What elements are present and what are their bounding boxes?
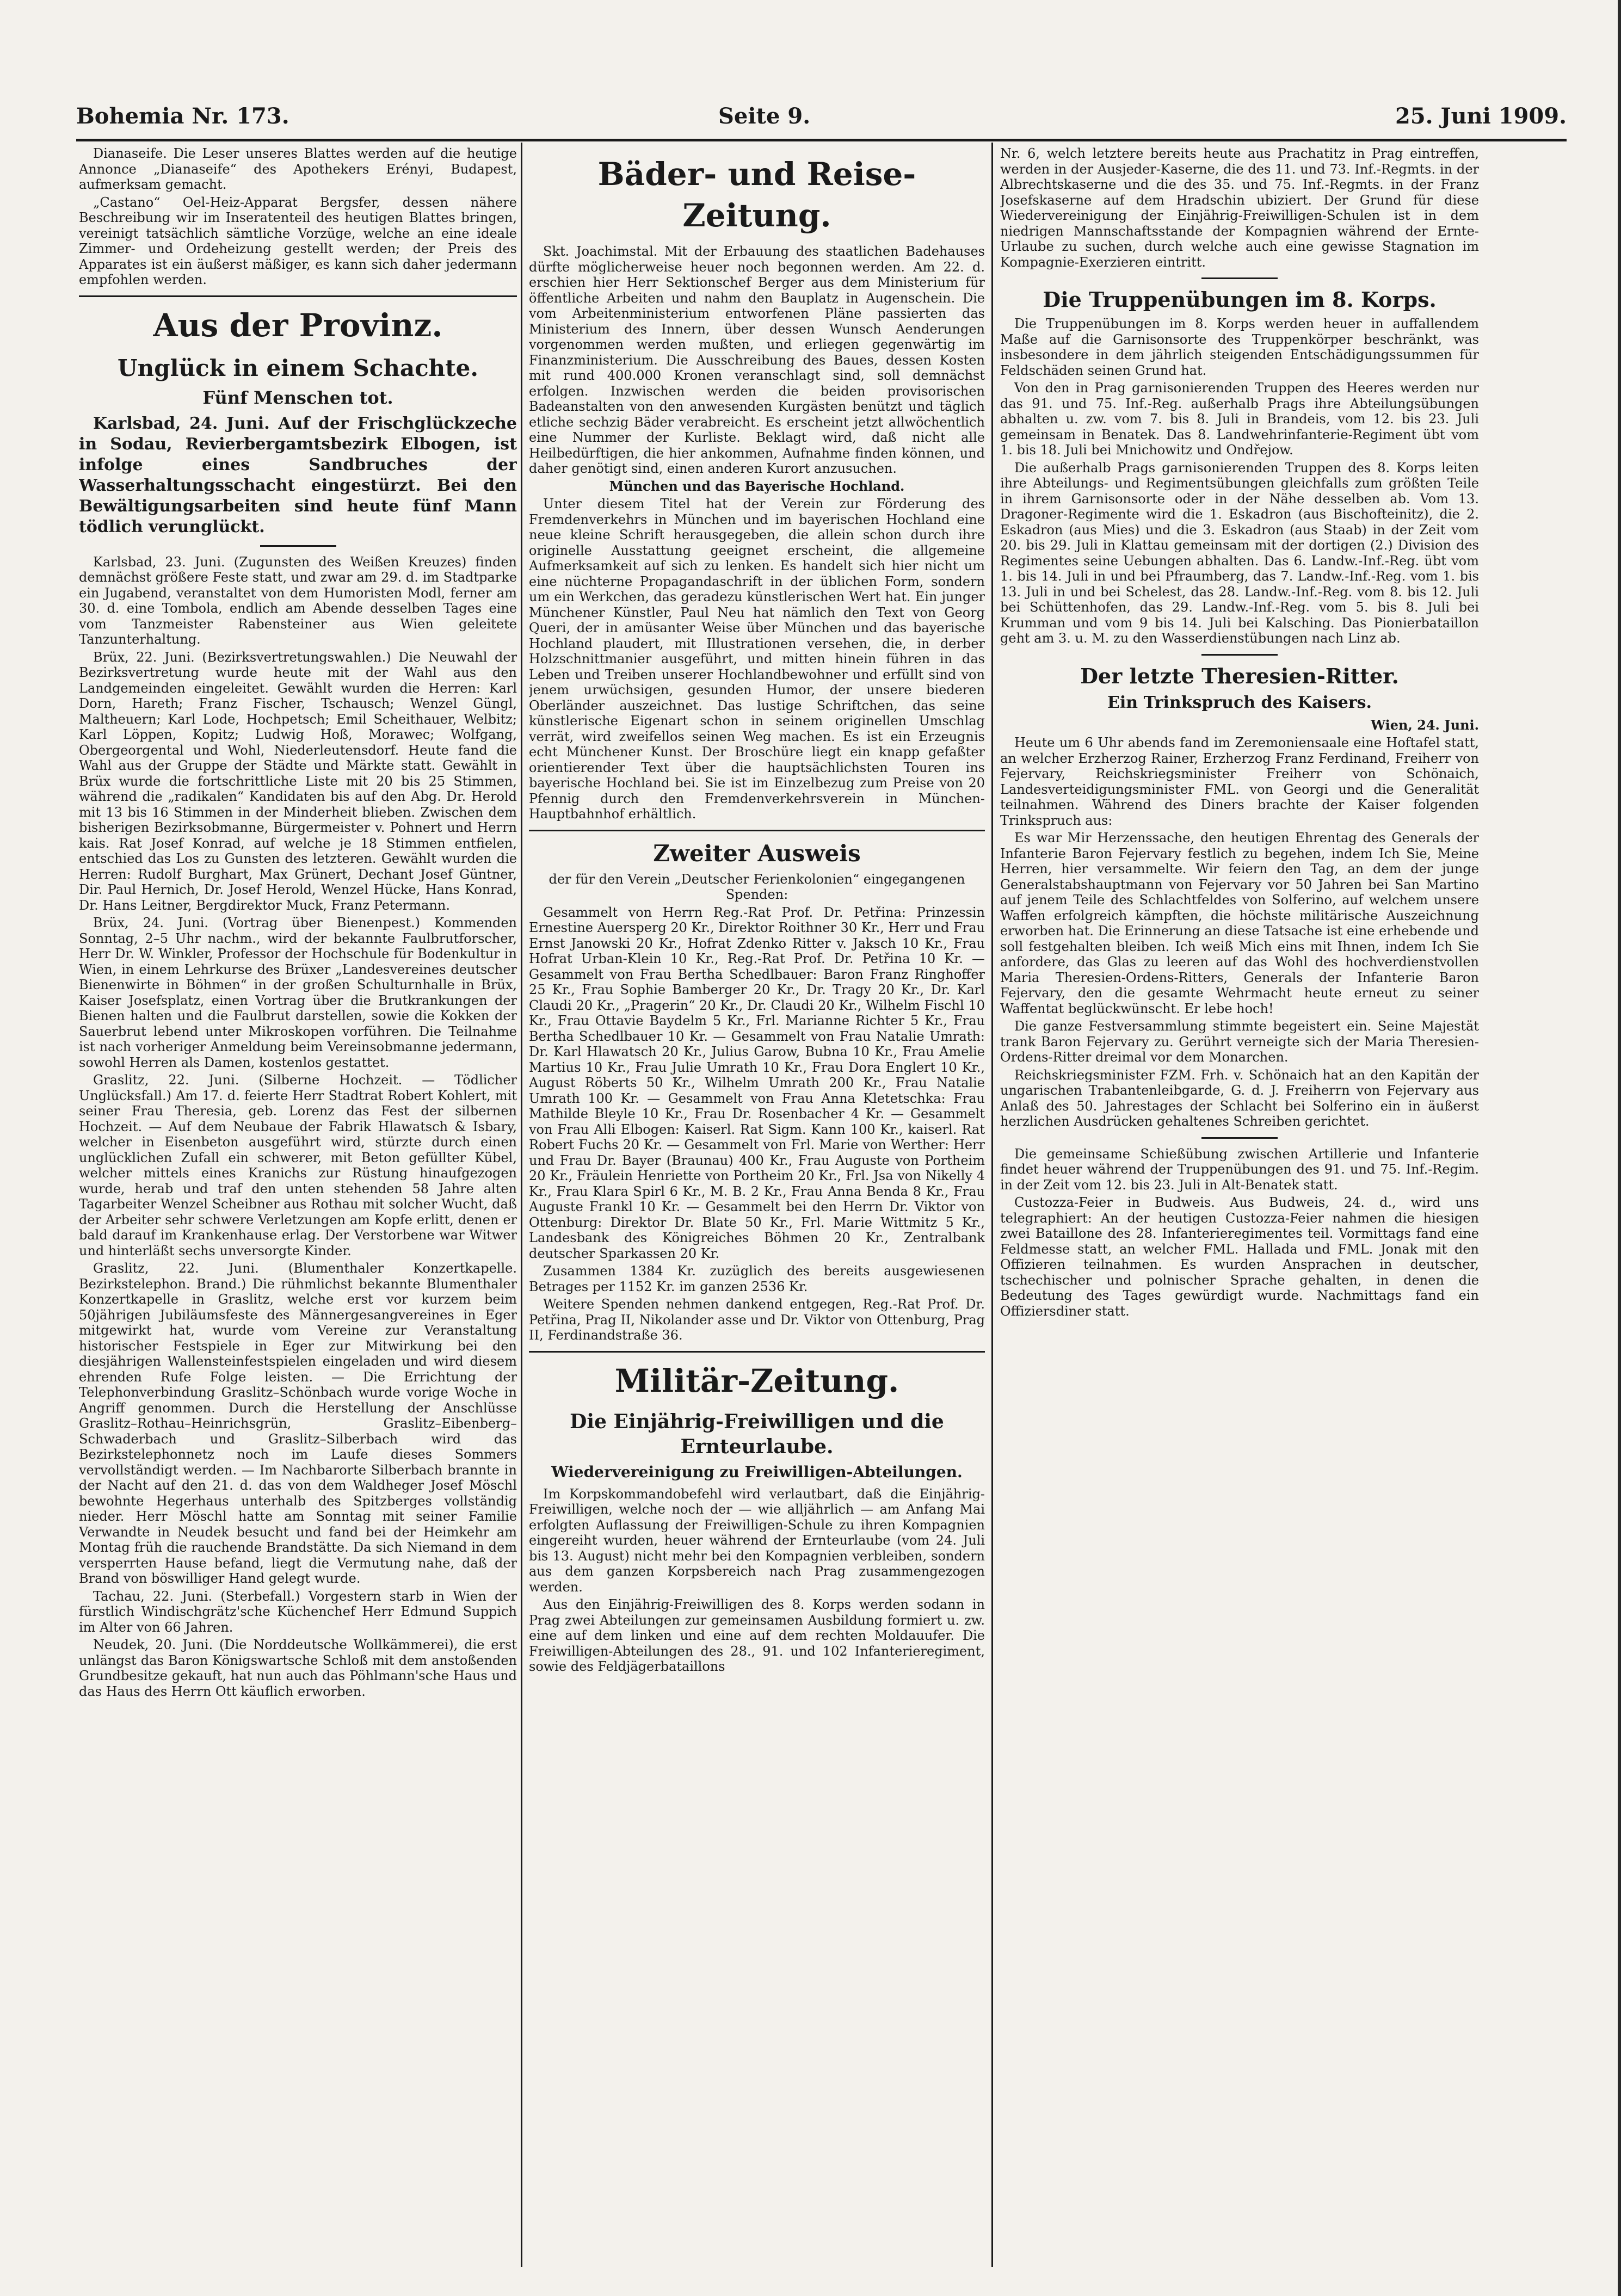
truppenuebungen-p3: Die außerhalb Prags garnisonierenden Truppen des 8. Korps leiten ihre Abteilungs- und Regimentsübungen gleichfalls zum größten Teile in ihrem Garnisonsorte oder in der Nähe desselben ab. Vom 13. Dragoner-Regimente wird die 1. Eskadron (aus Bischofteinitz), die 2. Eskadron (aus Mies) und die 3. Eskadron (aus Staab) in der Zeit vom 20. bis 29. Juli in Klattau gemeinsam mit der dortigen (2.) Division des Regimentes seine Uebungen abhalten. Das 6. Landw.-Inf.-Reg. übt vom 1. bis 14. Juli in und bei Pfraumberg, das 7. Landw.-Inf.-Reg. vom 1. bis 13. Juli in und bei Schelest, das 28. Landw.-Inf.-Reg. vom 8. bis 12. Juli bei Schüttenhofen, das 29. Landw.-Inf.-Reg. vom 5. bis 8. Juli bei Krumman und vom 9 bis 14. Juli bei Kalsching. Das Pionierbataillon geht am 3. u. M. zu den Wasserdienstübungen nach Linz ab. (1000, 460, 1479, 646)
divider (1201, 1137, 1278, 1139)
article-title-einjaehrig: Die Einjährig-Freiwilligen und die Ernteurlaube. (570, 1410, 944, 1458)
truppenuebungen-p1: Die Truppenübungen im 8. Korps werden heuer in auffallendem Maße auf die Garnisonsorte des Truppenkörper beschränkt, was insbesondere in dem jährlich steigenden Entschädigungssummen für Feldschäden seinen Grund hat. (1000, 316, 1479, 378)
news-muenchen: Unter diesem Titel hat der Verein zur Förderung des Fremdenverkehrs in München und im bayerischen Hochland eine neue kleine Schrift herausgegeben, die allein schon durch ihre originelle Ausstattung geeignet erscheint, die allgemeine Aufmerksamkeit auf sich zu lenken. Es handelt sich hier nicht um eine nüchterne Propagandaschrift in der üblichen Form, sondern um ein Werkchen, das geradezu künstlerischen Wert hat. Ein junger Münchener Künstler, Paul Neu hat nämlich den Text von Georg Queri, der in amüsanter Weise über München und das bayerische Hochland plaudert, mit Illustrationen versehen, die, in derber Holzschnittmanier ausgeführt, und mitten hinein führen in das Leben und Treiben unserer Hochlandbewohner und erfüllt sind von jenem urwüchsigen, gesunden Humor, der unsere biederen Oberländer auszeichnet. Das lustige Schriftchen, das seine künstlerische Eigenart schon in seinem originellen Umschlag verrät, wird zweifellos seinen Weg machen. Es ist ein Erzeugnis echt Münchener Kunst. Der Broschüre liegt ein knapp gefaßter orientierender Text über die hauptsächlichsten Touren ins bayerische Hochland bei. Sie ist im Einzelbezug zum Preise von 20 Pfennig durch den Fremdenverkehrsverein in München-Hauptbahnhof erhältlich. (529, 496, 985, 822)
divider (529, 830, 985, 831)
notice-dianaseife: Dianaseife. Die Leser unseres Blattes werden auf die heutige Annonce „Dianaseife“ des Apothekers Erényi, Budapest, aufmerksam gemacht. (79, 146, 517, 192)
column-divider (521, 143, 522, 2267)
column-1 (79, 146, 517, 2268)
article-subtitle-trinkspruch: Ein Trinkspruch des Kaisers. (1107, 693, 1372, 712)
article-title-theresien-ritter: Der letzte Theresien-Ritter. (1080, 663, 1399, 688)
theresien-p4: Reichskriegsminister FZM. Frh. v. Schönaich hat an den Kapitän der ungarischen Trabantenleibgarde, G. d. J. Freiherrn von Fejervary aus Anlaß des 50. Jahrestages der Schlacht bei Solferino ein in äußerst herzlichen Ausdrücken gehaltenes Schreiben gerichtet. (1000, 1067, 1479, 1129)
article-title-unglueck: Unglück in einem Schachte. (118, 354, 478, 381)
truppenuebungen-p2: Von den in Prag garnisonierenden Truppen des Heeres werden nur das 91. und 75. Inf.-Reg. außerhalb Prags ihre Abteilungsübungen abhalten u. zw. vom 7. bis 8. Juli in Brandeis, vom 12. bis 23. Juli gemeinsam in Benatek. Das 8. Landwehrinfanterie-Regiment übt vom 1. bis 18. Juli bei Mnichowitz und Ondřejow. (1000, 380, 1479, 458)
theresien-p3: Die ganze Festversammlung stimmte begeistert ein. Seine Majestät trank Baron Fejervary zu. Gerührt verneigte sich der Maria Theresien-Ordens-Ritter dreimal vor dem Monarchen. (1000, 1019, 1479, 1065)
news-muenchen-title: München und das Bayerische Hochland. (609, 478, 905, 494)
ausweis-spenden: Gesammelt von Herrn Reg.-Rat Prof. Dr. Petřina: Prinzessin Ernestine Auersperg 20 Kr., Direktor Roithner 30 Kr., Herr und Frau Ernst Janowski 20 Kr., Hofrat Zdenko Ritter v. Jaksch 10 Kr., Frau Hofrat Urban-Klein 10 Kr., Reg.-Rat Prof. Dr. Petřina 10 Kr. — Gesammelt von Frau Bertha Schedlbauer: Baron Franz Ringhoffer 25 Kr., Frau Sophie Bamberger 20 Kr., Dr. Tragy 20 Kr., Dr. Karl Claudi 20 Kr., „Pragerin“ 20 Kr., Dr. Claudi 20 Kr., Wilhelm Fischl 10 Kr., Frau Ottavie Baydelm 5 Kr., Frl. Marianne Richter 5 Kr., Frau Bertha Schedlbauer 10 Kr. — Gesammelt von Frau Natalie Umrath: Dr. Karl Hlawatsch 20 Kr., Julius Garow, Bubna 10 Kr., Frau Amelie Martius 10 Kr., Frau Julie Umrath 10 Kr., Frau Dora Englert 10 Kr., August Röberts 50 Kr., Wilhelm Umrath 200 Kr., Frau Natalie Umrath 100 Kr. — Gesammelt von Frau Anna Kletetschka: Frau Mathilde Bleyle 10 Kr., Frau Dr. Rosenbacher 4 Kr. — Gesammelt von Frau Alli Elbogen: Kaiserl. Rat Sigm. Kann 100 Kr., kaiserl. Rat Robert Fuchs 20 Kr. — Gesammelt von Frl. Marie von Werther: Herr und Frau Dr. Bayer (Braunau) 400 Kr., Frau Auguste von Portheim 20 Kr., Fräulein Henriette von Portheim 20 Kr., Frl. Jsa von Nikelly 4 Kr., Frau Klara Spirl 6 Kr., M. B. 2 Kr., Frau Anna Benda 8 Kr., Frau Auguste Frankl 10 Kr. — Gesammelt bei den Herrn Dr. Viktor von Ottenburg: Direktor Dr. Blate 50 Kr., Frl. Marie Wittmitz 5 Kr., Landesbank des Königreiches Böhmen 20 Kr., Zentralbank deutscher Sparkassen 20 Kr. (529, 904, 985, 1261)
news-joachimstal: Skt. Joachimstal. Mit der Erbauung des staatlichen Badehauses dürfte möglicherweise heuer noch begonnen werden. Am 22. d. erschien hier Herr Sektionschef Berger aus dem Ministerium für öffentliche Arbeiten und nahm den Bauplatz in Augenschein. Die vom Arbeitenministerium entworfenen Pläne passierten das Ministerium des Innern, über dessen Wunsch Aenderungen vorgenommen werden mußten, und erliegen gegenwärtig im Finanzministerium. Die Ausschreibung des Baues, dessen Kosten mit rund 400.000 Kronen veranschlagt sind, soll demnächst erfolgen. Inzwischen werden die beiden provisorischen Badeanstalten von den anwesenden Kurgästen benützt und täglich etliche sechzig Bäder verabreicht. Es erscheint jetzt allwöchentlich eine Nummer der Kurliste. Beklagt wird, daß nicht alle Heilbedürftigen, die hier ankommen, Aufnahme finden können, und daher genötigt sind, einen anderen Kurort anzusuchen. (529, 244, 985, 476)
issue-date: 25. Juni 1909. (1395, 103, 1567, 129)
column-3 (1000, 146, 1479, 2268)
divider (79, 295, 517, 297)
divider (1201, 654, 1278, 656)
notice-castano: „Castano“ Oel-Heiz-Apparat Bergsfer, dessen nähere Beschreibung wir im Inseratenteil des heutigen Blattes bringen, vereinigt tatsächlich sämtliche Vorzüge, welche an eine ideale Zimmer- und Ordeheizung gestellt werden; der Preis des Apparates ist ein äußerst mäßiger, es kann sich daher jedermann empfohlen werden. (79, 194, 517, 287)
news-custozza: Custozza-Feier in Budweis. Aus Budweis, 24. d., wird uns telegraphiert: An der heutigen Custozza-Feier nahmen die hiesigen zwei Bataillone des 28. Infanterieregimentes teil. Vormittags fand eine Feldmesse statt, an welcher FML. Hallada und FML. Jonak mit den Offizieren teilnahmen. Es wurden Ansprachen in deutscher, tschechischer und polnischer Sprache gehalten, in denen die Bedeutung des Tages gewürdigt wurde. Nachmittags fand ein Offiziersdiner statt. (1000, 1195, 1479, 1319)
article-body-einjaehrig-1: Im Korpskommandobefehl wird verlautbart, daß die Einjährig-Freiwilligen, welche noch der — wie alljährlich — am Anfang Mai erfolgten Auflassung der Freiwilligen-Schule zu ihren Kompagnien eingereiht wurden, heuer während der Ernteurlaube (vom 24. Juli bis 13. August) nicht mehr bei den Kompagnien verbleiben, sondern aus dem ganzen Korpsbereich nach Prag zusammengezogen werden. (529, 1486, 985, 1595)
news-graslitz-hochzeit: Graslitz, 22. Juni. (Silberne Hochzeit. — Tödlicher Unglücksfall.) Am 17. d. feierte Herr Stadtrat Robert Kohlert, mit seiner Frau Theresia, geb. Lorenz das Fest der silbernen Hochzeit. — Auf dem Neubaue der Fabrik Hlawatsch & Isbary, welcher in Eisenbeton ausgeführt wird, stürzte durch einen unglücklichen Zufall ein schwerer, mit Beton gefüllter Kübel, welcher mittels eines Kranichs zur Rüstung hinaufgezogen wurde, herab und traf den unten stehenden 58 Jahre alten Tagarbeiter Wenzel Scheibner aus Rothau mit solcher Wucht, daß der Arbeiter sehr schwere Verletzungen am Kopfe erlitt, denen er bald darauf im Krankenhause erlag. Der Verstorbene war Witwer und hinterläßt sechs unversorgte Kinder. (79, 1072, 517, 1258)
news-tachau: Tachau, 22. Juni. (Sterbefall.) Vorgestern starb in Wien der fürstlich Windischgrätz'sche Küchenchef Herr Edmund Suppich im Alter von 66 Jahren. (79, 1588, 517, 1635)
divider (260, 545, 336, 547)
section-title-baeder: Bäder- und Reise-Zeitung. (597, 156, 916, 234)
dateline-wien: Wien, 24. Juni. (1371, 717, 1479, 733)
article-title-truppenuebungen: Die Truppenübungen im 8. Korps. (1043, 287, 1437, 312)
article-subtitle-einjaehrig: Wiedervereinigung zu Freiwilligen-Abteilungen. (551, 1462, 963, 1481)
article-subtitle-unglueck: Fünf Menschen tot. (202, 387, 393, 408)
news-graslitz-kapelle: Graslitz, 22. Juni. (Blumenthaler Konzertkapelle. Bezirkstelephon. Brand.) Die rühmlichst bekannte Blumenthaler Konzertkapelle in Graslitz, welche erst vor kurzem beim 50jährigen Jubiläumsfeste des Männergesangvereines in Eger mitgewirkt hat, wurde vom Vereine zur Veranstaltung historischer Festspiele in Eger zur Mitwirkung bei den diesjährigen Wallensteinfestspielen eingeladen und wird diesem ehrenden Rufe Folge leisten. — Die Errichtung der Telephonverbindung Graslitz–Schönbach wurde vorige Woche in Angriff genommen. Durch die Herstellung der Anschlüsse Graslitz–Rothau–Heinrichsgrün, Graslitz–Eibenberg–Schwaderbach und Graslitz–Silberbach wird das Bezirkstelephonnetz noch im Laufe dieses Sommers vervollständigt werden. — Im Nachbarorte Silberbach brannte in der Nacht auf den 21. d. das von dem Waldheger Josef Möschl bewohnte Hegerhaus unterhalb des Spitzberges vollständig nieder. Herr Möschl hatte am Sonntag mit seiner Familie Verwandte in Neudek besucht und fand bei der Heimkehr am Montag früh die rauchende Brandstätte. Da sich Niemand in dem versperrten Hause befand, liegt die Vermutung nahe, daß der Brand von böswilliger Hand gelegt wurde. (79, 1261, 517, 1586)
column-divider (991, 143, 993, 2267)
ausweis-weitere: Weitere Spenden nehmen dankend entgegen, Reg.-Rat Prof. Dr. Petřina, Prag II, Nikolander asse und Dr. Viktor von Ottenburg, Prag II, Ferdinandstraße 36. (529, 1297, 985, 1343)
theresien-trinkspruch: Es war Mir Herzenssache, den heutigen Ehrentag des Generals der Infanterie Baron Fejervary festlich zu begehen, indem Ich Sie, Meine Herren, hier versammelte. Wir feiern den Tag, an dem der junge Generalstabshauptmann von Fejervary vor 50 Jahren bei San Martino auf jenem Teile des Schlachtfeldes von Solferino, auf welchem unsere Waffen erfolgreich kämpften, die höchste militärische Auszeichnung erworben hat. Die Erinnerung an diese Tatsache ist eine erhebende und soll festgehalten bleiben. Ich weiß Mich eins mit Ihnen, indem Ich Sie anfordere, das Glas zu leeren auf das Wohl des hochverdienstvollen Maria Theresien-Ordens-Ritters, Generals der Infanterie Baron Fejervary, den die gesamte Wehrmacht heute erneut zu seiner Waffentat beglückwünscht. Er lebe hoch! (1000, 830, 1479, 1016)
ausweis-zusammen: Zusammen 1384 Kr. zuzüglich des bereits ausgewiesenen Betrages per 1152 Kr. im ganzen 2536 Kr. (529, 1263, 985, 1294)
article-title-ausweis: Zweiter Ausweis (653, 840, 861, 867)
news-karlsbad: Karlsbad, 23. Juni. (Zugunsten des Weißen Kreuzes) finden demnächst größere Feste statt, und zwar am 29. d. im Stadtparke ein Jugabend, veranstaltet von dem Humoristen Modl, ferner am 30. d. eine Tombola, endlich am Abende desselben Tages eine vom Tanzmeister Rabensteiner aus Wien geleitete Tanzunterhaltung. (79, 554, 517, 647)
theresien-p1: Heute um 6 Uhr abends fand im Zeremoniensaale eine Hoftafel statt, an welcher Erzherzog Rainer, Erzherzog Franz Ferdinand, Freiherr von Fejervary, Reichskriegsminister Freiherr von Schönaich, Landesverteidigungsminister FML. von Georgi und die Generalität teilnahmen. Während des Diners brachte der Kaiser folgenden Trinkspruch aus: (1000, 735, 1479, 828)
column-2 (529, 146, 985, 2268)
page-header (76, 103, 1567, 136)
article-body-unglueck: Karlsbad, 24. Juni. Auf der Frischglückzeche in Sodau, Revierbergamtsbezirk Elbogen, ist infolge eines Sandbruches der Wasserhaltungsschacht eingestürzt. Bei den Bewältigungsarbeiten sind heute fünf Mann tödlich verunglückt. (79, 413, 517, 536)
news-neudek: Neudek, 20. Juni. (Die Norddeutsche Wollkämmerei), die erst unlängst das Baron Königswartsche Schloß mit dem anstoßenden Grundbesitze gekauft, hat nun auch das Pöhlmann'sche Haus und das Haus des Herrn Ott käuflich erworben. (79, 1637, 517, 1699)
header-rule (76, 139, 1567, 141)
issue-label: Bohemia Nr. 173. (76, 103, 289, 129)
page-number: Seite 9. (718, 103, 811, 129)
news-brux-bienenpest: Brüx, 24. Juni. (Vortrag über Bienenpest.) Kommenden Sonntag, 2–5 Uhr nachm., wird der bekannte Faulbrutforscher, Herr Dr. W. Winkler, Professor der Hochschule für Bodenkultur in Wien, in einem Lehrkurse des Brüxer „Landesvereines deutscher Bienenwirte in Böhmen“ in der großen Schulturnhalle in Brüx, Kaiser Josefsplatz, einen Vortrag über die Brutkrankungen der Bienen halten und die Faulbrut darstellen, sowie die Kokken der Sauerbrut lebend unter Mikroskopen vorführen. Die Teilnahme ist nach vorheriger Anmeldung beim Vereinsobmanne jedermann, sowohl Herren als Damen, kostenlos gestattet. (79, 915, 517, 1070)
article-subtitle-ausweis: der für den Verein „Deutscher Ferienkolonien“ eingegangenen Spenden: (548, 871, 965, 902)
article-body-einjaehrig-2: Aus den Einjährig-Freiwilligen des 8. Korps werden sodann in Prag zwei Abteilungen zur gemeinsamen Ausbildung formiert u. zw. eine auf dem linken und eine auf dem rechten Moldauufer. Die Freiwilligen-Abteilungen des 28., 91. und 102 Infanterieregiment, sowie des Feldjägerbataillons (529, 1597, 985, 1674)
news-brux-wahlen: Brüx, 22. Juni. (Bezirksvertretungswahlen.) Die Neuwahl der Bezirksvertretung wurde heute mit der Wahl aus den Landgemeinden eingeleitet. Gewählt wurden die Herren: Karl Dorn, Hareth; Franz Fischer, Tschausch; Wenzel Güngl, Maltheuern; Karl Lode, Hochpetsch; Emil Scheithauer, Welbitz; Karl Löppen, Kopitz; Ludwig Hoß, Morawec; Wolfgang, Obergeorgental und Wohl, Niederleutensdorf. Heute fand die Wahl aus der Gruppe der Städte und Märkte statt. Gewählt in Brüx wurde die fortschrittliche Liste mit 20 bis 25 Stimmen, während die „radikalen“ Kandidaten bis auf den Abg. Dr. Herold mit 13 bis 16 Stimmen in der Minderheit blieben. Zwischen dem bisherigen Bezirksobmanne, Bürgermeister v. Pohnert und Herrn kais. Rat Josef Konrad, auf welche je 18 Stimmen entfielen, entschied das Los zu Gunsten des letzteren. Gewählt wurden die Herren: Rudolf Burghart, Max Grünert, Dechant Josef Güntner, Dir. Paul Hernich, Dr. Josef Herold, Wenzel Hücke, Hans Konrad, Dr. Hans Leitner, Bergdirektor Muck, Franz Petermann. (79, 649, 517, 913)
article-body-einjaehrig-cont: Nr. 6, welch letztere bereits heute aus Prachatitz in Prag eintreffen, werden in der Ausjeder-Kaserne, die des 11. und 73. Inf.-Regmts. in der Albrechtskaserne und die des 35. und 75. Inf.-Regmts. in der Franz Josefskaserne auf dem Hradschin ubiziert. Der Grund für diese Wiedervereinigung der Einjährig-Freiwilligen-Schulen ist in dem niedrigen Mannschaftsstande der Kompagnien während der Ernte-Urlaube zu suchen, durch welche auch eine gewisse Stagnation im Kompagnie-Exerzieren eintritt. (1000, 146, 1479, 270)
section-title-militaer: Militär-Zeitung. (614, 1362, 899, 1399)
divider (529, 1351, 985, 1353)
divider (1201, 277, 1278, 279)
news-schiessuebung: Die gemeinsame Schießübung zwischen Artillerie und Infanterie findet heuer während der Truppenübungen des 91. und 75. Inf.-Regim. in der Zeit vom 12. bis 23. Juli in Alt-Benatek statt. (1000, 1146, 1479, 1193)
section-title-provinz: Aus der Provinz. (153, 306, 443, 344)
